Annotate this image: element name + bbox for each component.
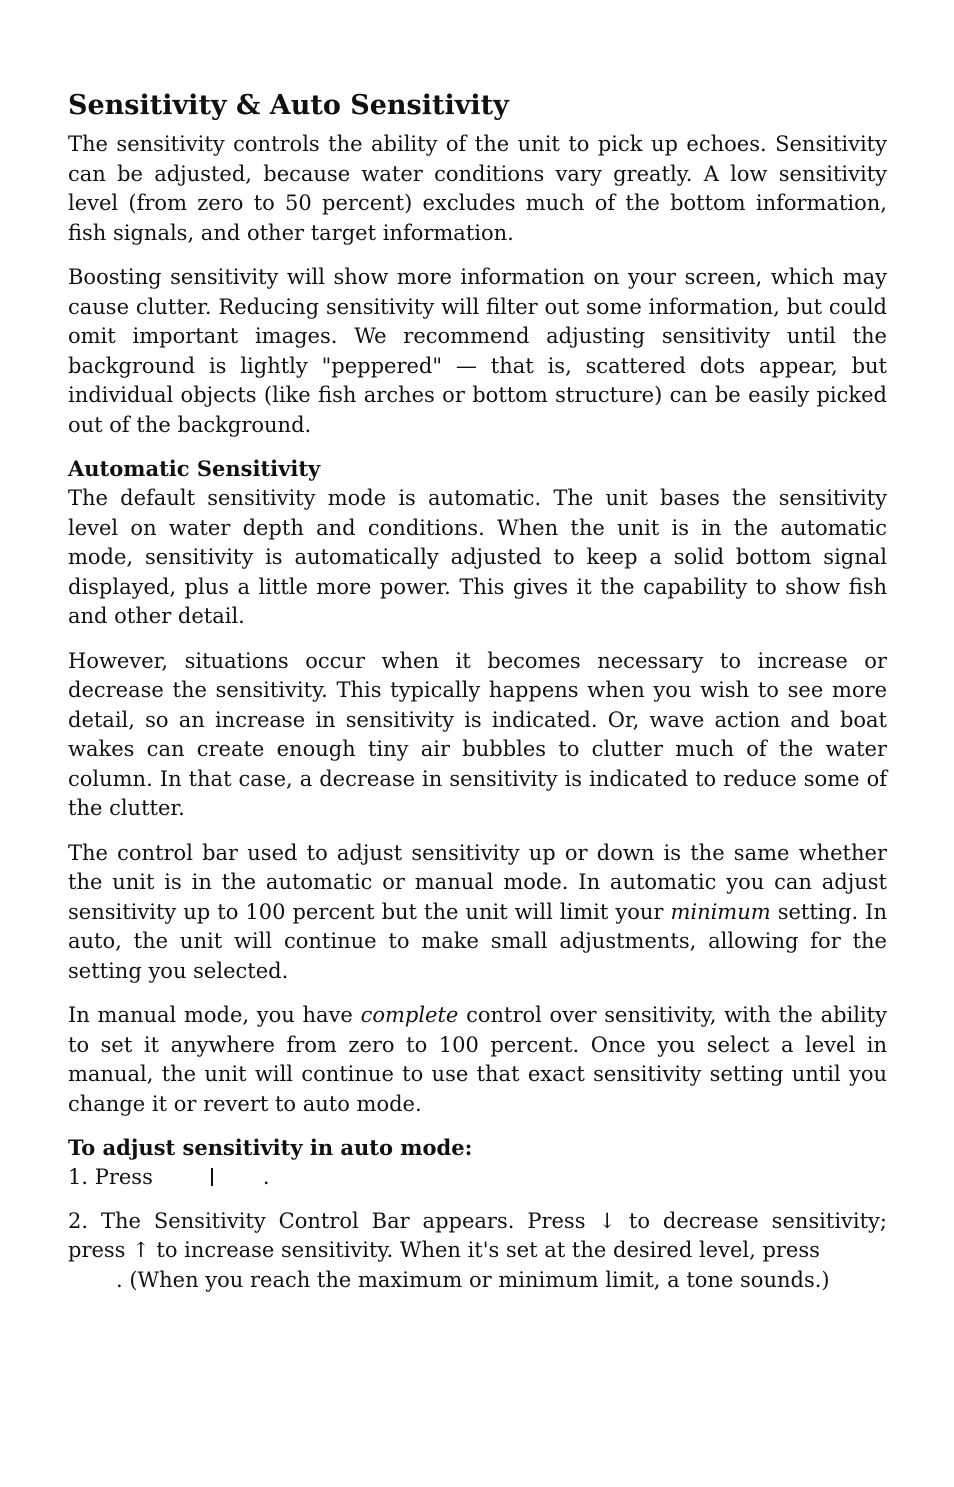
- page-title: Sensitivity & Auto Sensitivity: [68, 90, 509, 121]
- emphasis-minimum: minimum: [670, 899, 771, 924]
- auto-paragraph-2: However, situations occur when it becomes necessary to increase or decrease the sensitivity. This typically happens when you wish to see more detail, so an increase in sensitivity is indicated. Or, wave action and boat wakes can create enough tiny air bubbles to clutter much of the water column. In that case, a decrease in sensitivity is indicated to reduce some of the clutter.: [68, 648, 887, 820]
- auto-paragraph-3-text-b: setting. In auto, the unit will continue to make small adjustments, allowing for the setting you selected.: [68, 899, 887, 983]
- section-heading-automatic-sensitivity: Automatic Sensitivity: [68, 456, 321, 481]
- intro-paragraph-2: Boosting sensitivity will show more information on your screen, which may cause clutter. Reducing sensitivity will filter out some information, but could omit important images. We recommend adjusting sensitivity until the background is lightly "peppered" — that is, scattered dots appear, but individual objects (like fish arches or bottom structure) can be easily picked out of the background.: [68, 265, 887, 437]
- step-2-text-a: 2. The Sensitivity Control Bar appears. Press ↓ to decrease sensitivity; press ↑ to increase sensitivity. When it's set at the desired level, press: [68, 1208, 887, 1262]
- document-page: [68, 86, 887, 1309]
- step-2-text-b: . (When you reach the maximum or minimum limit, a tone sounds.): [116, 1267, 830, 1292]
- auto-paragraph-3: [68, 839, 887, 987]
- procedure-heading: To adjust sensitivity in auto mode:: [68, 1135, 473, 1160]
- auto-paragraph-4: [68, 1001, 887, 1119]
- key-separator-bar: [211, 1168, 213, 1186]
- auto-paragraph-1: The default sensitivity mode is automatic. The unit bases the sensitivity level on water depth and conditions. When the unit is in the automatic mode, sensitivity is automatically adjusted to keep a solid bottom signal displayed, plus a little more power. This gives it the capability to show fish and other detail.: [68, 486, 887, 628]
- intro-paragraph-1: The sensitivity controls the ability of the unit to pick up echoes. Sensitivity can be adjusted, because water conditions vary greatly. A low sensitivity level (from zero to 50 percent) excludes much of the bottom information, fish signals, and other target information.: [68, 132, 887, 245]
- auto-paragraph-4-text-a: In manual mode, you have: [68, 1003, 361, 1027]
- step-1-end: .: [262, 1165, 270, 1189]
- procedure-step-2: [68, 1207, 887, 1296]
- auto-paragraph-4-text-b: control over sensitivity, with the ability to set it anywhere from zero to 100 percent. Once you select a level in manual, the unit will continue to use that exact sensitivity setting until you change it or revert to auto mode.: [68, 1003, 887, 1116]
- auto-paragraph-3-text-a: The control bar used to adjust sensitivity up or down is the same whether the unit is in the automatic or manual mode. In automatic you can adjust sensitivity up to 100 percent but the unit will limit your: [68, 840, 887, 924]
- procedure-step-1: [68, 1163, 887, 1193]
- step-1-text: 1. Press: [68, 1165, 153, 1189]
- emphasis-complete: complete: [360, 1003, 459, 1027]
